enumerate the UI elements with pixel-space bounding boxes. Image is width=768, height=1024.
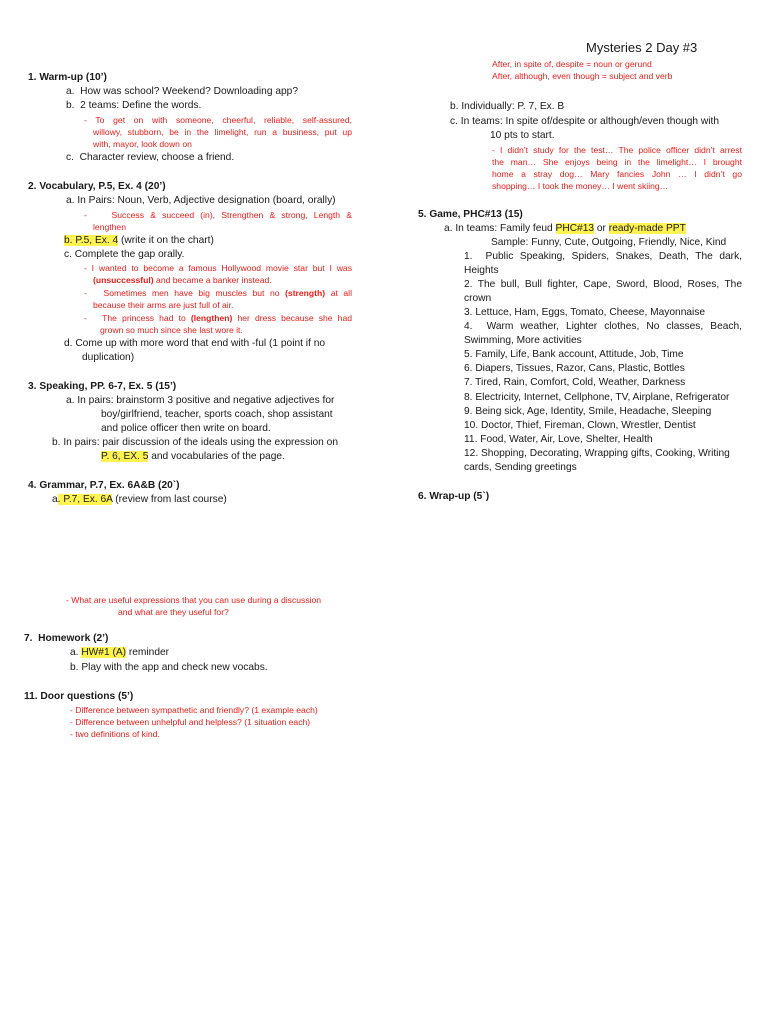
section-7-item-a-rest: reminder [126,647,170,658]
answer-unsuccessful: (unsuccessful) [93,275,154,285]
section-11-question-3: - two definitions of kind. [70,729,160,739]
section-6-heading: 6. Wrap-up (5`) [418,491,490,502]
answer-list-2-line-2: crown [464,293,492,304]
answer-list-6: 6. Diapers, Tissues, Razor, Cans, Plastic, Bottles [464,363,685,374]
section-2-c-note-2-line-2: because their arms are just full of air. [93,300,234,310]
answer-list-3: 3. Lettuce, Ham, Eggs, Tomato, Cheese, Mayonnaise [464,307,706,318]
answer-list-12-line-2: cards, Sending greetings [464,462,577,473]
section-2-c-note-2-pre: - Sometimes men have big muscles but no [84,288,286,298]
answer-strength: (strength) [285,288,326,298]
section-4-note-line-1: - What are useful expressions that you can use during a discussion [66,595,322,605]
section-7-item-a-pre: a. [70,647,82,658]
section-2-c-note-3-line-2: grown so much since she last wore it. [100,325,243,335]
section-3-item-b-line-2 [101,450,285,464]
section-7-item-a [70,646,169,660]
answer-list-1-line-1: 1. Public Speaking, Spiders, Snakes, Death, The dark, [464,251,742,262]
section-2-c-note-3-pre: - The princess had to [84,313,191,323]
section-7-item-b: b. Play with the app and check new vocabs. [70,662,268,673]
right-c-note-line-2: the man… She enjoys being in the limelight… I brought [492,157,742,167]
section-1-note-line-2: willowy, stubborn, be in the limelight, run a business, put up [93,127,352,137]
section-2-a-note-line-1: - Success & succeed (in), Strengthen & strong, Length & [84,210,352,220]
section-5-item-a-pre: a. In teams: Family feud [444,223,556,234]
section-2-item-b-highlight: b. P.5, Ex. 4 [64,235,119,246]
section-2-a-note-line-2: lengthen [93,222,126,232]
section-1-item-b: b. 2 teams: Define the words. [66,100,202,111]
section-11-question-1: - Difference between sympathetic and friendly? (1 example each) [70,705,318,715]
section-2-item-d-line-1: d. Come up with more word that end with -ful (1 point if no [64,338,326,349]
section-2-item-b-rest: (write it on the chart) [118,235,214,246]
section-4-heading: 4. Grammar, P.7, Ex. 6A&B (20`) [28,480,180,491]
section-5-heading: 5. Game, PHC#13 (15) [418,209,523,220]
section-2-c-note-1-line-2-rest: and became a banker instead. [153,275,272,285]
section-5-sample: Sample: Funny, Cute, Outgoing, Friendly, Nice, Kind [491,237,727,248]
section-3-heading: 3. Speaking, PP. 6-7, Ex. 5 (15’) [28,381,177,392]
section-3-item-a-line-3: and police officer then write on board. [101,423,271,434]
section-1-item-a: a. How was school? Weekend? Downloading app? [66,86,299,97]
answer-list-7: 7. Tired, Rain, Comfort, Cold, Weather, Darkness [464,377,686,388]
section-1-note-line-3: with, mayor, look down on [93,139,192,149]
section-2-item-c: c. Complete the gap orally. [64,249,185,260]
section-1-item-c: c. Character review, choose a friend. [66,152,235,163]
section-5-item-a [444,222,686,236]
section-1-heading: 1. Warm-up (10’) [28,72,107,83]
section-4-item-a-highlight: . P.7, Ex. 6A [57,494,113,505]
section-3-item-a-line-1: a. In pairs: brainstorm 3 positive and negative adjectives for [66,395,335,406]
section-7-item-a-highlight: HW#1 (A) [81,647,127,658]
section-4-note-line-2: and what are they useful for? [118,607,229,617]
section-3-item-b-rest: and vocabularies of the page. [148,451,285,462]
section-1-note-line-1: - To get on with someone, cheerful, reliable, self-assured, [84,115,352,125]
answer-list-5: 5. Family, Life, Bank account, Attitude, Job, Time [464,349,684,360]
section-7-heading: 7. Homework (2’) [24,633,109,644]
section-2-c-note-2-post: at all [325,288,352,298]
answer-list-12-line-1: 12. Shopping, Decorating, Wrapping gifts, Cooking, Writing [464,448,730,459]
ready-made-ppt-highlight: ready-made PPT [608,223,686,234]
section-2-c-note-3-post: her dress because she had [232,313,352,323]
section-3-item-a-line-2: boy/girlfriend, teacher, sports coach, shop assistant [101,409,333,420]
section-5-item-a-mid: or [594,223,609,234]
right-item-b: b. Individually: P. 7, Ex. B [450,101,565,112]
right-c-note-line-3: home a stray dog… Mary fancies John … I didn’t go [492,169,742,179]
page-title: Mysteries 2 Day #3 [586,40,698,55]
section-4-item-a-pre: a [52,494,58,505]
section-2-item-a: a. In Pairs: Noun, Verb, Adjective designation (board, orally) [66,195,336,206]
section-11-question-2: - Difference between unhelpful and helpless? (1 situation each) [70,717,311,727]
right-item-c-line-2: 10 pts to start. [490,130,555,141]
answer-list-11: 11. Food, Water, Air, Love, Shelter, Health [464,434,653,445]
answer-list-8: 8. Electricity, Internet, Cellphone, TV, Airplane, Refrigerator [464,392,730,403]
right-c-note-line-4: shopping… I took the money… I went skiing… [492,181,669,191]
answer-list-4-line-2: Swimming, More activities [464,335,582,346]
answer-list-1-line-2: Heights [464,265,499,276]
section-2-item-b [64,234,214,248]
answer-list-10: 10. Doctor, Thief, Fireman, Clown, Wrestler, Dentist [464,420,696,431]
section-2-c-note-3-line-1 [84,312,352,324]
answer-list-4-line-1: 4. Warm weather, Lighter clothes, No classes, Beach, [464,321,742,332]
right-item-c-line-1: c. In teams: In spite of/despite or although/even though with [450,116,720,127]
section-2-c-note-1-line-1: - I wanted to become a famous Hollywood movie star but I was [84,263,352,273]
section-2-item-d-line-2: duplication) [82,352,135,363]
section-3-item-b-line-1: b. In pairs: pair discussion of the ideals using the expression on [52,437,338,448]
section-4-item-a [52,493,227,507]
section-4-item-a-rest: (review from last course) [112,494,227,505]
top-note-line-1: After, in spite of, despite = noun or gerund [492,59,652,69]
section-2-c-note-1-line-2 [93,274,272,286]
top-note-line-2: After, although, even though = subject and verb [492,71,673,81]
section-3-item-b-highlight: P. 6, EX. 5 [101,451,149,462]
section-2-c-note-2-line-1 [84,287,352,299]
answer-list-2-line-1: 2. The bull, Bull fighter, Cape, Sword, Blood, Roses, The [464,279,742,290]
right-c-note-line-1: - I didn’t study for the test… The police officer didn’t arrest [492,145,742,155]
answer-lengthen: (lengthen) [190,313,233,323]
section-11-heading: 11. Door questions (5’) [24,691,134,702]
section-2-heading: 2. Vocabulary, P.5, Ex. 4 (20’) [28,181,166,192]
answer-list-9: 9. Being sick, Age, Identity, Smile, Headache, Sleeping [464,406,712,417]
phc13-highlight: PHC#13 [555,223,595,234]
